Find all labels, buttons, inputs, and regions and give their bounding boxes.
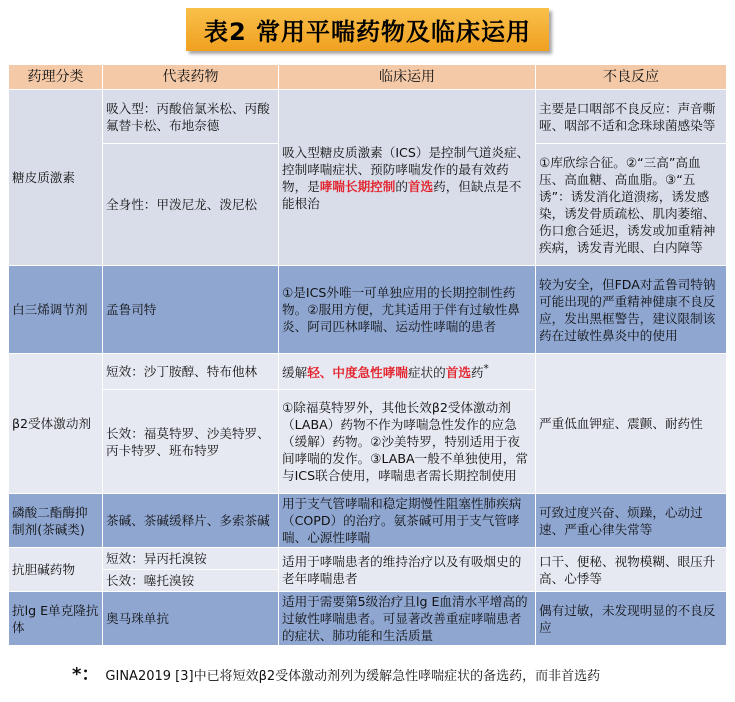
use-cell (279, 354, 536, 390)
drug-cell: 全身性：甲泼尼龙、泼尼松 (103, 144, 279, 266)
category-cell: 糖皮质激素 (9, 90, 103, 266)
drug-cell: 长效：福莫特罗、沙美特罗、丙卡特罗、班布特罗 (103, 390, 279, 494)
use-cell: ①除福莫特罗外，其他长效β2受体激动剂（LABA）药物不作为哮喘急性发作的应急（缓解）药物。②沙美特罗，特别适用于夜间哮喘的发作。③LABA一般不单独使用，常与ICS联合使用，哮喘患者需长期控制使用 (279, 390, 536, 494)
category-cell: 白三烯调节剂 (9, 266, 103, 354)
adverse-cell: 可致过度兴奋、烦躁，心动过速、严重心律失常等 (536, 494, 727, 548)
table-row (9, 494, 727, 548)
table-row (9, 90, 727, 144)
category-cell: β2受体激动剂 (9, 354, 103, 494)
header-adverse: 不良反应 (536, 65, 727, 90)
header-use: 临床运用 (279, 65, 536, 90)
header-row (9, 65, 727, 90)
use-cell: 用于支气管哮喘和稳定期慢性阻塞性肺疾病（COPD）的治疗。氨茶碱可用于支气管哮喘、心源性哮喘 (279, 494, 536, 548)
title-container (0, 8, 735, 51)
highlight-text: 首选 (445, 365, 471, 381)
adverse-cell: 较为安全，但FDA对孟鲁司特钠可能出现的严重精神健康不良反应，发出黑框警告，建议限制该药在过敏性鼻炎中的使用 (536, 266, 727, 354)
adverse-cell: 偶有过敏，未发现明显的不良反应 (536, 592, 727, 646)
category-cell: 磷酸二酯酶抑制剂(茶碱类) (9, 494, 103, 548)
use-cell: 适用于哮喘患者的维持治疗以及有吸烟史的老年哮喘患者 (279, 548, 536, 592)
category-cell: 抗lg E单克隆抗体 (9, 592, 103, 646)
drug-cell: 茶碱、茶碱缓释片、多索茶碱 (103, 494, 279, 548)
adverse-cell: ①库欣综合征。②“三高”高血压、高血糖、高血脂。③“五诱”：诱发消化道溃疡，诱发感染，诱发骨质疏松、肌肉萎缩、伤口愈合延迟，诱发或加重精神疾病，诱发青光眼、白内障等 (536, 144, 727, 266)
use-text: 药 (470, 365, 484, 381)
use-text: 缓解 (282, 365, 308, 381)
use-text: 的 (395, 178, 408, 194)
drug-cell: 孟鲁司特 (103, 266, 279, 354)
table-row (9, 592, 727, 646)
drug-cell: 奥马珠单抗 (103, 592, 279, 646)
use-text: 吸入型糖皮质激素（ICS）是控制气道炎症、控制哮喘症状、预防哮喘发作的最有效药物，是 (282, 144, 530, 194)
use-cell: 适用于需要第5级治疗且lg E血清水平增高的过敏性哮喘患者。可显著改善重症哮喘患者的症状、肺功能和生活质量 (279, 592, 536, 646)
category-cell: 抗胆碱药物 (9, 548, 103, 592)
drug-cell: 短效：异丙托溴铵 (103, 548, 279, 570)
adverse-cell: 严重低血钾症、震颤、耐药性 (536, 354, 727, 494)
drug-cell: 吸入型：丙酸倍氯米松、丙酸氟替卡松、布地奈德 (103, 90, 279, 144)
highlight-text: 轻、中度急性哮喘 (307, 365, 408, 381)
highlight-text: 首选 (407, 178, 434, 194)
drug-table (8, 64, 727, 646)
footnote-star: *： (72, 664, 100, 685)
table-title: 表2 常用平喘药物及临床运用 (186, 8, 549, 51)
use-cell (279, 90, 536, 266)
footnote-marker: * (483, 363, 489, 376)
footnote (72, 660, 600, 686)
use-text: 症状的 (407, 365, 446, 381)
table-row (9, 266, 727, 354)
drug-cell: 短效：沙丁胺醇、特布他林 (103, 354, 279, 390)
footnote-text: GINA2019 [3]中已将短效β2受体激动剂列为缓解急性哮喘症状的备选药，而非首选药 (105, 669, 601, 684)
use-cell: ①是ICS外唯一可单独应用的长期控制性药物。②服用方便，尤其适用于伴有过敏性鼻炎、阿司匹林哮喘、运动性哮喘的患者 (279, 266, 536, 354)
header-drug: 代表药物 (103, 65, 279, 90)
header-category: 药理分类 (9, 65, 103, 90)
adverse-cell: 口干、便秘、视物模糊、眼压升高、心悸等 (536, 548, 727, 592)
table-row (9, 354, 727, 390)
adverse-cell: 主要是口咽部不良反应：声音嘶哑、咽部不适和念珠球菌感染等 (536, 90, 727, 144)
use-text: 药，但缺点是不能根治 (282, 178, 522, 211)
highlight-text: 哮喘长期控制 (319, 178, 396, 194)
table-row (9, 548, 727, 570)
drug-cell: 长效：噻托溴铵 (103, 570, 279, 592)
